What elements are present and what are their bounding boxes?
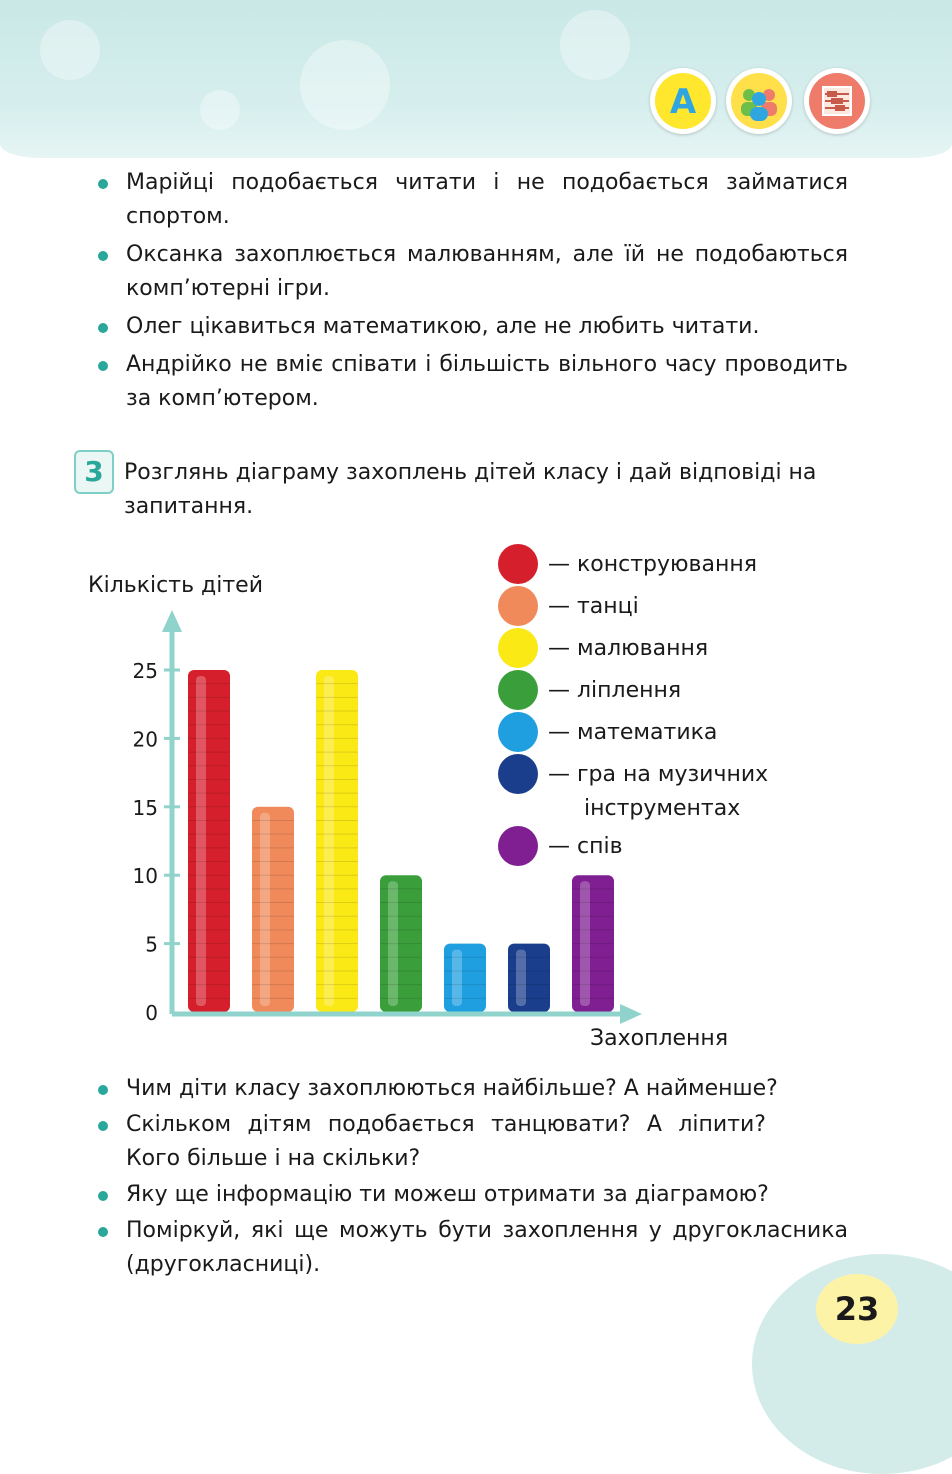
legend-label-continued: інструментах [584, 796, 741, 821]
legend-swatch [498, 586, 538, 626]
bar-highlight [452, 950, 462, 1006]
legend-label: — малювання [548, 636, 709, 661]
bar-5 [444, 944, 486, 1012]
x-axis-label: Захоплення [590, 1026, 729, 1051]
y-axis-arrow [162, 610, 182, 632]
legend-label: — конструювання [548, 552, 757, 577]
bottom-bullet-list [98, 1072, 848, 1284]
list-item: Андрійко не вміє співати і більшість вільного часу проводить за комп’ютером. [98, 348, 848, 416]
bar-highlight [260, 813, 270, 1006]
list-item: Поміркуй, які ще можуть бути захоплення у другокласника (другокласниці). [98, 1214, 848, 1282]
letter-a-glyph: A [669, 82, 697, 122]
bar-highlight [196, 676, 206, 1006]
list-item: Марійці подобається читати і не подобається займатися спортом. [98, 166, 848, 234]
bar-highlight [516, 950, 526, 1006]
bar-6 [508, 944, 550, 1012]
bar-2 [252, 807, 294, 1012]
legend-label: — ліплення [548, 678, 682, 703]
legend-swatch [498, 754, 538, 794]
y-tick-label: 20 [132, 727, 158, 752]
legend-label: — математика [548, 720, 718, 745]
y-tick-label: 0 [145, 1001, 158, 1025]
legend-label: — танці [548, 594, 639, 619]
y-tick-label: 15 [132, 795, 158, 820]
page-number: 23 [816, 1274, 898, 1344]
legend-swatch [498, 826, 538, 866]
task-number: 3 [74, 450, 114, 494]
y-tick-label: 5 [145, 932, 158, 957]
list-item: Яку ще інформацію ти можеш отримати за діаграмою? [98, 1178, 848, 1212]
list-item: Олег цікавиться математикою, але не любить читати. [98, 310, 848, 344]
legend-label: — гра на музичних [548, 762, 769, 787]
bar-highlight [324, 676, 334, 1006]
legend-swatch [498, 544, 538, 584]
y-axis-label: Кількість дітей [88, 573, 264, 598]
x-axis-arrow [620, 1004, 642, 1024]
bar-3 [316, 670, 358, 1012]
list-item: Чим діти класу захоплюються найбільше? А найменше? [98, 1072, 848, 1106]
legend-label: — спів [548, 834, 623, 859]
bar-1 [188, 670, 230, 1012]
y-tick-label: 10 [132, 864, 158, 889]
list-item: Скільком дітям подобається танцювати? А ліпити? Кого більше і на скільки? [98, 1108, 766, 1176]
legend-swatch [498, 670, 538, 710]
y-tick-label: 25 [132, 659, 158, 683]
legend-swatch [498, 628, 538, 668]
task-text: Розглянь діаграму захоплень дітей класу і дай відповіді на запитання. [124, 460, 817, 519]
legend-swatch [498, 712, 538, 752]
list-item: Оксанка захоплюється малюванням, але їй не подобаються комп’ютерні ігри. [98, 238, 848, 306]
